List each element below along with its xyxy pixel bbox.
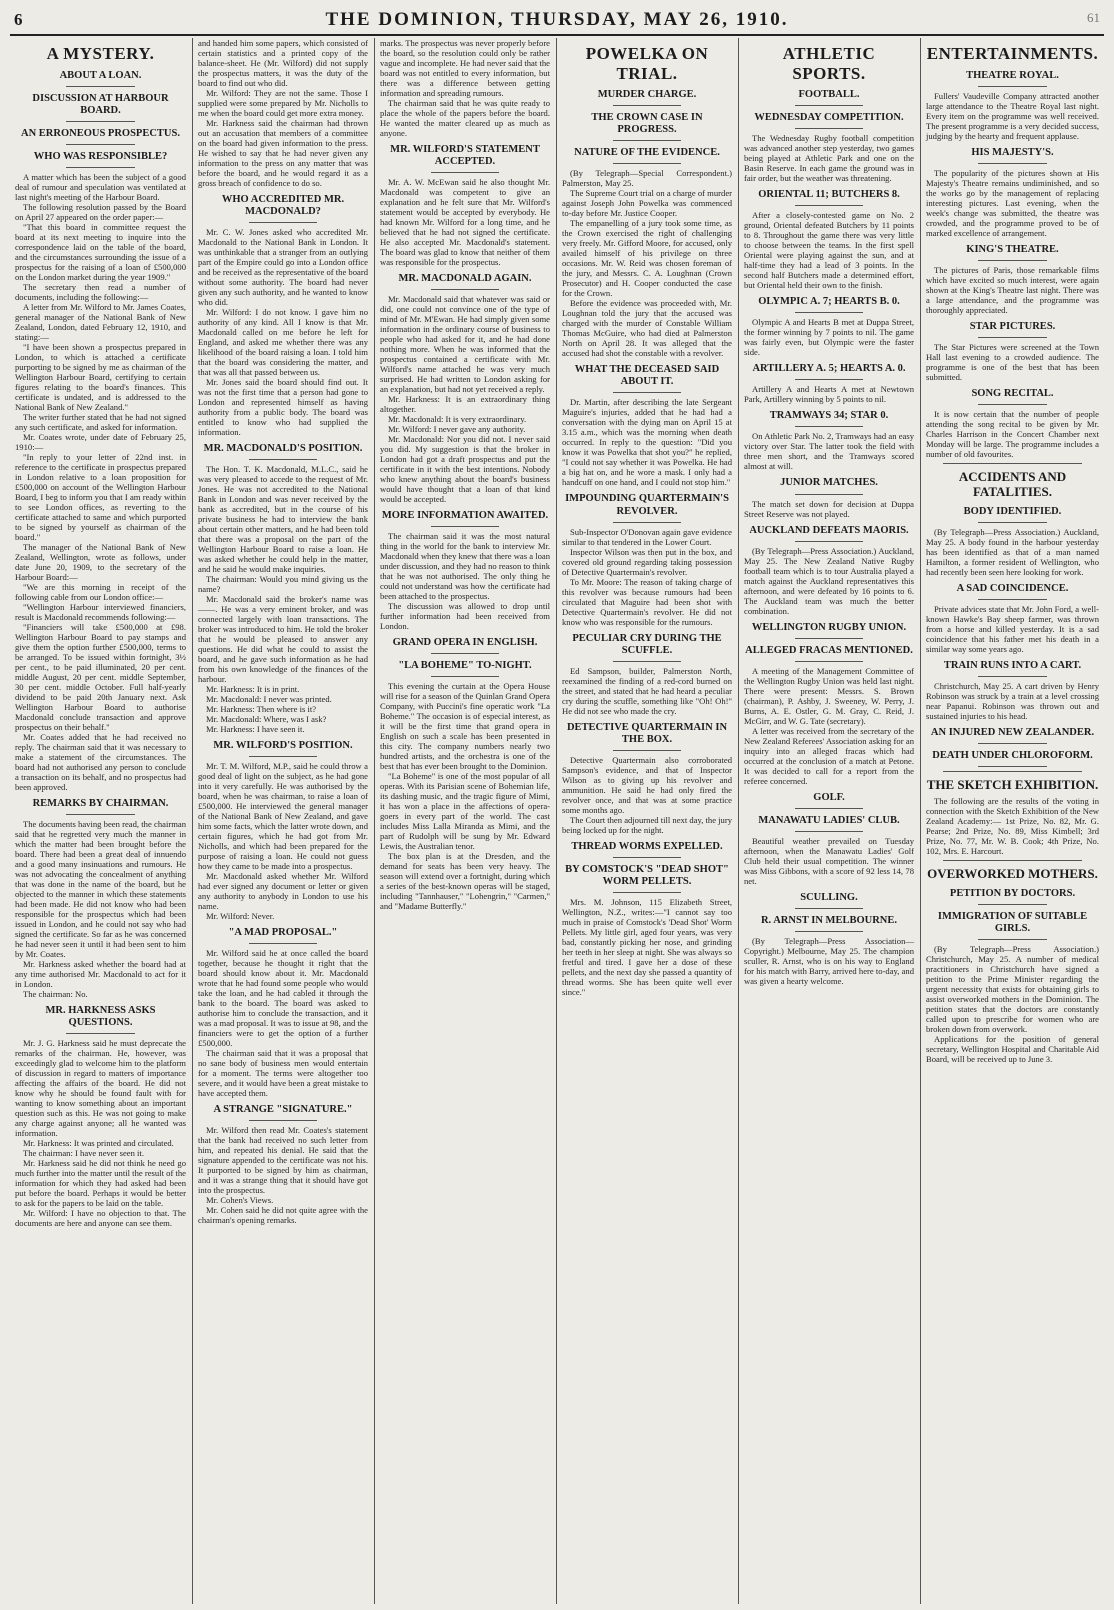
article-paragraph: Mr. Macdonald: It is very extraordinary. <box>388 414 527 425</box>
article-paragraph: Before the evidence was proceeded with, Mr. Loughnan told the jury that the accused was charged with the murder of Constable William Thomas McGuire, who had died at Palmerston North on April 28. It was alleged that the accused had shot the constable with a revolver. <box>562 298 732 359</box>
article-paragraph: The chairman: Would you mind giving us the name? <box>198 574 368 595</box>
subheading: A SAD COINCIDENCE. <box>956 582 1069 594</box>
article-paragraph: (By Telegraph—Press Association—Copyright.) Melbourne, May 25. The champion sculler, R. Arnst, who is on his way to England for his match with Barry, arrived here to-day, and was given a hearty welcome. <box>744 935 914 986</box>
article-paragraph: Mr. Macdonald said the broker's name was ——. He was a very eminent broker, and was connected largely with loan transactions. The broker was introduced to him. He told the broker that he would be pleased to answer any questions. He did what he could to assist the board, and he gave such information as he had from his own knowledge of the finances of the harbour. <box>198 594 368 685</box>
article-paragraph: (By Telegraph—Special Correspondent.) Palmerston, May 25. <box>562 168 732 189</box>
subheading: JUNIOR MATCHES. <box>780 477 878 489</box>
subheading: BY COMSTOCK'S "DEAD SHOT" WORM PELLETS. <box>565 863 729 887</box>
page-number-right: 61 <box>1087 10 1100 25</box>
subheading: DETECTIVE QUARTERMAIN IN THE BOX. <box>566 721 728 745</box>
article-paragraph: The empanelling of a jury took some time, as the Crown exercised the right of challenging very freely. Mr. Gifford Moore, for accused, only availed himself of his privilege on three occasions. Mr. W. Reid was chosen foreman of the jury, and Messrs. C. A. Loughnan (Crown Prosecutor) and H. Cooper conducted the case for the Crown. <box>562 218 732 299</box>
article-paragraph: This evening the curtain at the Opera House will rise for a season of the Quinlan Grand Opera Company, with Puccini's fine operatic work "La Boheme." The occasion is of especial interest, as it will be the first time that grand opera in English on such a scale has been presented in this city. The company numbers nearly two hundred artists, and the orchestra is one of the best that has ever been brought to the Dominion. <box>380 681 550 772</box>
subheading: HIS MAJESTY'S. <box>971 146 1054 158</box>
article-columns <box>10 38 1104 1604</box>
article-paragraph: "La Boheme" is one of the most popular of all operas. With its Parisian scene of Bohemian life, its dashing music, and the tragic figure of Mimi, it has won a place in the affections of opera-goers in every part of the world. The cast includes Miss Lalla Miranda as Mimi, and the part of Rudolph will be sung by Mr. Edward Lewis, the Australian tenor. <box>380 771 550 852</box>
subheading: ALLEGED FRACAS MENTIONED. <box>745 644 913 656</box>
article-paragraph: "We are this morning in receipt of the following cable from our London office:— <box>15 581 186 602</box>
subheading: WEDNESDAY COMPETITION. <box>754 112 904 124</box>
heading-rule <box>66 1033 134 1034</box>
subheading: WHO WAS RESPONSIBLE? <box>33 150 168 162</box>
heading-rule <box>795 541 863 542</box>
subheading: IMMIGRATION OF SUITABLE GIRLS. <box>937 910 1088 935</box>
article-paragraph: Mr. C. W. Jones asked who accredited Mr. Macdonald to the National Bank in London. It was unthinkable that a stranger from an outlying part of the Empire could go into a London office and be received as the representative of the board without some authority. The board had never given any such authority, and he wanted to know who did. <box>198 227 368 308</box>
section-divider <box>943 860 1081 861</box>
article-paragraph: "Financiers will take £500,000 at £98. Wellington Harbour Board to pay stamps and give them the option further £500,000, terms to be arranged. To be issued within fortnight, 3½ per cent., to be paid illuminated, 20 per cent. middle August, 20 per cent. middle September, 30 per cent. middle October. Full half-yearly dividend to be paid 20th January next. Ask Wellington Harbour Board to authorise Macdonald conclude transaction and approve prospectus on their behalf." <box>15 621 186 732</box>
subheading: DISCUSSION AT HARBOUR BOARD. <box>32 92 169 116</box>
heading-rule <box>795 128 863 129</box>
masthead <box>10 8 1104 36</box>
subheading: GOLF. <box>813 791 845 803</box>
heading-rule <box>978 522 1047 523</box>
subheading: THREAD WORMS EXPELLED. <box>571 840 723 852</box>
heading-rule <box>795 931 863 932</box>
article-paragraph: Mr. Macdonald said that whatever was said or did, one could not convince one of the type of mind of Mr. M'Ewan. He had simply given some information in the ordinary course of business to people who had asked for it, and he had done nothing more. When he was informed that the prospectus contained a certificate with Mr. Wilford's name attached he was very much surprised. He had written to London asking for an explanation, but had not yet received a reply. <box>380 294 550 395</box>
subheading: WELLINGTON RUGBY UNION. <box>751 621 907 633</box>
subheading: OLYMPIC A. 7; HEARTS B. 0. <box>758 296 900 308</box>
article-paragraph: The box plan is at the Dresden, and the demand for seats has been very heavy. The season will extend over a fortnight, during which a series of the best-known operas will be staged, including "Tannhauser," "Lohengrin," "Carmen," and "Madame Butterfly." <box>380 851 550 912</box>
article-paragraph: A letter was received from the secretary of the New Zealand Referees' Association asking for an inquiry into an alleged fracas which had occurred at the conclusion of a match at Petone. It was decided to call for a report from the referee concerned. <box>744 725 914 786</box>
article-paragraph: "In reply to your letter of 22nd inst. in reference to the certificate in prospectus prepared in London relative to a loan proposition for £500,000 on account of the Wellington Harbour Board, I beg to inform you that I am ready within to see London offices, as reverting to the certificate attached to same and which purported to be signed by yourself as chairman of the board." <box>15 451 186 542</box>
article-paragraph: Mr. Harkness: It is in print. <box>206 684 300 695</box>
article-paragraph: Mr. Wilford then read Mr. Coates's statement that the bank had received no such letter from him, and repeated his denial. He said that the signature appended to the certificate was not his. It purported to be signed by him as chairman, and it was a strange thing that it should have got into the prospectus. <box>198 1125 368 1196</box>
heading-rule <box>978 766 1047 767</box>
article-paragraph: To Mr. Moore: The reason of taking charge of this revolver was because rumours had been circulated that Maguire had been shot with Detective Quartermain's revolver. He did not know who was responsible for the rumours. <box>562 576 732 627</box>
article-paragraph: Detective Quartermain also corroborated Sampson's evidence, and that of Inspector Wilson as to giving up his revolver and ammunition. He said he had only fired the revolver once, and that was at some practice some months ago. <box>562 754 732 815</box>
article-paragraph: The writer further stated that he had not signed any such certificate, and asked for information. <box>15 411 186 432</box>
subheading: THE SKETCH EXHIBITION. <box>926 777 1099 793</box>
subheading: "A MAD PROPOSAL." <box>228 927 338 939</box>
subheading: SCULLING. <box>800 891 858 903</box>
article-paragraph: Mr. Cohen's Views. <box>206 1195 274 1206</box>
article-paragraph: Mr. Harkness said the chairman had thrown out an accusation that members of a committee on the board had given information to the press. He wished to say that he had never given any information to the press on any matter that was before the board, and he would regard it as a gross breach of confidence to do so. <box>198 118 368 188</box>
article-paragraph: The match set down for decision at Duppa Street Reserve was not played. <box>744 498 914 519</box>
article-paragraph: The chairman said that he was quite ready to place the whole of the papers before the board. He wanted the matter cleared up as much as anyone. <box>380 98 550 138</box>
article-paragraph: The chairman: No. <box>23 988 88 999</box>
subheading: MANAWATU LADIES' CLUB. <box>758 814 900 826</box>
column-1 <box>10 38 191 1604</box>
heading-rule <box>795 638 863 639</box>
heading-rule <box>613 392 681 393</box>
article-paragraph: Fullers' Vaudeville Company attracted another large attendance to the Theatre Royal last night. Every item on the programme was well received. The present programme is a very decided success, judging by the hearty and frequent applause. <box>926 90 1099 141</box>
heading-rule <box>66 121 134 122</box>
heading-rule <box>795 808 863 809</box>
section-headline: ENTERTAINMENTS. <box>926 44 1099 63</box>
article-paragraph: The secretary then read a number of documents, including the following:— <box>15 281 186 302</box>
heading-rule <box>978 676 1047 677</box>
article-paragraph: The Star Pictures were screened at the Town Hall last evening to a crowded audience. The programme is one of the best that has been submitted. <box>926 341 1099 382</box>
article-paragraph: A matter which has been the subject of a good deal of rumour and speculation was ventilated at last night's meeting of the Harbour Board. <box>15 171 186 202</box>
heading-rule <box>66 814 134 815</box>
heading-rule <box>613 105 681 106</box>
heading-rule <box>431 172 499 173</box>
subheading: A STRANGE "SIGNATURE." <box>213 1104 353 1116</box>
heading-rule <box>795 831 863 832</box>
subheading: MR. HARKNESS ASKS QUESTIONS. <box>45 1004 156 1028</box>
heading-rule <box>249 222 317 223</box>
article-paragraph: Beautiful weather prevailed on Tuesday afternoon, when the Manawatu Ladies' Golf Club held their usual competition. The winner was Miss Gibbons, with a score of 92 less 14, 78 net. <box>744 835 914 886</box>
subheading: GRAND OPERA IN ENGLISH. <box>392 637 538 649</box>
section-headline: A MYSTERY. <box>46 44 155 63</box>
subheading: MORE INFORMATION AWAITED. <box>381 510 549 522</box>
subheading: THE CROWN CASE IN PROGRESS. <box>591 112 703 136</box>
article-paragraph: The chairman said it was the most natural thing in the world for the bank to interview Mr. Macdonald when they knew that there was a loan under discussion, and they had no reason to think that he was not authorised. The only thing he could not understand was how the certificate had been attached to the prospectus. <box>380 531 550 602</box>
heading-rule <box>795 312 863 313</box>
article-paragraph: The Court then adjourned till next day, the jury being locked up for the night. <box>562 814 732 835</box>
subheading: PECULIAR CRY DURING THE SCUFFLE. <box>572 632 722 656</box>
heading-rule <box>249 943 317 944</box>
heading-rule <box>978 743 1047 744</box>
subheading: AUCKLAND DEFEATS MAORIS. <box>749 524 909 536</box>
heading-rule <box>249 1120 317 1121</box>
heading-rule <box>613 163 681 164</box>
article-paragraph: A meeting of the Management Committee of the Wellington Rugby Union was held last night. There were present: Messrs. S. Brown (chairman), P. Ashby, J. Sweeney, W. Perry, J. Burns, A. E. Ostler, G. M. Gray, C. Reid, J. McGirr, and W. G. Tate (secretary). <box>744 665 914 726</box>
article-paragraph: On Athletic Park No. 2, Tramways had an easy victory over Star. The latter took the field with three men short, and the Tramways scored almost at will. <box>744 431 914 472</box>
page-number: 6 <box>14 10 23 29</box>
article-paragraph: marks. The prospectus was never properly before the board, so the resolution could only be rather vague and incomplete. He had never said that the board was not entitled to every information, but there was a difference between getting information and spreading rumours. <box>380 38 550 98</box>
article-paragraph: Dr. Martin, after describing the late Sergeant Maguire's injuries, added that he had had a conversation with the dying man on April 15 at 3.15 a.m., which was the morning when death occurred. In reply to the question: "Did you know it was Powelka that shot you?" he replied, "I could not say whether it was Powelka. He had a big hat on, and he wore a mask. I only had a handcuff on one hand, and I could not stop him." <box>562 397 732 488</box>
article-paragraph: The discussion was allowed to drop until further information had been received from London. <box>380 601 550 632</box>
article-paragraph: The Supreme Court trial on a charge of murder against Joseph John Powelka was commenced to-day before Mr. Justice Cooper. <box>562 188 732 219</box>
section-divider <box>943 463 1081 464</box>
article-paragraph: Mr. Macdonald: Nor you did not. I never said you did. My suggestion is that the broker in London had got a draft prospectus and put the certificate in it with the best intentions. Nobody who knew anything about the board's business would have thought that a loan of that kind would be accepted. <box>380 434 550 505</box>
article-paragraph: Mr. Wilford: Never. <box>206 911 275 922</box>
heading-rule <box>795 661 863 662</box>
article-paragraph: Mr. Macdonald: Where, was I ask? <box>206 714 327 725</box>
subheading: BODY IDENTIFIED. <box>963 505 1062 517</box>
article-paragraph: Private advices state that Mr. John Ford, a well-known Hawke's Bay sheep farmer, was thrown from a horse and killed yesterday. It is a sad coincidence that his father met his death in a similar way some years ago. <box>926 603 1099 654</box>
column-4 <box>556 38 737 1604</box>
subheading: ORIENTAL 11; BUTCHERS 8. <box>758 189 900 201</box>
subheading: KING'S THEATRE. <box>966 243 1059 255</box>
heading-rule <box>613 857 681 858</box>
article-paragraph: Mr. Harkness asked whether the board had at any time authorised Mr. Macdonald to act for it in London. <box>15 958 186 989</box>
heading-rule <box>978 337 1047 338</box>
newspaper-title: THE DOMINION, THURSDAY, MAY 26, 1910. <box>325 9 789 30</box>
heading-rule <box>613 892 681 893</box>
article-paragraph: Mr. Coates added that he had received no reply. The chairman said that it was necessary to make a statement of the circumstances. The board had not authorised any person to conclude a transaction on its behalf, and no prospectus had been approved. <box>15 731 186 792</box>
subheading: PETITION BY DOCTORS. <box>949 887 1076 899</box>
heading-rule <box>66 86 134 87</box>
subheading: STAR PICTURES. <box>969 320 1056 332</box>
subheading: ABOUT A LOAN. <box>59 69 142 81</box>
article-paragraph: Mr. Cohen said he did not quite agree with the chairman's opening remarks. <box>198 1205 368 1226</box>
subheading: ACCIDENTS AND FATALITIES. <box>958 468 1067 499</box>
article-paragraph: Mr. A. W. McEwan said he also thought Mr. Macdonald was competent to give an explanation and he felt sure that Mr. Wilford's statement would be accepted by everybody. He had known Mr. Wilford for a long time, and he believed that he had not signed the certificate. He also accepted Mr. Macdonald's statement. The board was glad to know that neither of them was responsible for the prospectus. <box>380 177 550 268</box>
subheading: THEATRE ROYAL. <box>966 69 1059 81</box>
subheading: TRAIN RUNS INTO A CART. <box>943 659 1082 671</box>
article-paragraph: Olympic A and Hearts B met at Duppa Street, the former winning by 7 points to nil. The game was fairly even, but Olympic were the faster side. <box>744 317 914 358</box>
subheading: AN INJURED NEW ZEALANDER. <box>930 726 1095 738</box>
article-paragraph: The Hon. T. K. Macdonald, M.L.C., said he was very pleased to accede to the request of Mr. Jones. He was not accredited to the National Bank in London and was never received by the bank as accredited, but in the course of his private business he had to interview the bank about certain other matters, and he had been told that there was a proposal on the part of the Wellington Harbour Board to raise a loan. He was asked whether he could help in the matter, and he said he would make inquiries. <box>198 464 368 575</box>
column-6 <box>920 38 1104 1604</box>
heading-rule <box>431 676 499 677</box>
heading-rule <box>431 289 499 290</box>
section-divider <box>943 771 1081 772</box>
article-paragraph: "That this board in committee request the board at its next meeting to inquire into the correspondence laid on the table of the board, and the circumstances surrounding the issue of a prospectus for the raising of a loan of £500,000 on the London market during the year 1909." <box>15 221 186 282</box>
heading-rule <box>431 653 499 654</box>
article-paragraph: Mr. Wilford: I do not know. I gave him no authority of any kind. All I know is that Mr. Macdonald called on me before he left for England, and asked me whether there was any likelihood of the board raising a loan. I told him that the board was considering the matter, and that was all that passed between us. <box>198 307 368 378</box>
article-paragraph: Mr. Harkness said he did not think he need go much further into the matter until the result of the information for which they had asked had been put before the board. Perhaps it would be better to ask for the papers to be laid on the table. <box>15 1158 186 1209</box>
article-paragraph: Mr. Harkness: Then where is it? <box>206 704 317 715</box>
heading-rule <box>613 140 681 141</box>
article-paragraph: Artillery A and Hearts A met at Newtown Park, Artillery winning by 5 points to nil. <box>744 384 914 405</box>
article-paragraph: After a closely-contested game on No. 2 ground, Oriental defeated Butchers by 11 points to 8. Throughout the game there was very little to choose between the teams. In the first spell Oriental were playing against the sun, and at half-time they had a lead of 3 points. In the second half Butchers made a determined effort, but Oriental held their own to the finish. <box>744 210 914 291</box>
subheading: TRAMWAYS 34; STAR 0. <box>769 410 889 422</box>
column-3 <box>374 38 555 1604</box>
heading-rule <box>795 205 863 206</box>
heading-rule <box>613 750 681 751</box>
article-paragraph: The documents having been read, the chairman said that he regretted very much the manner in which the matter had been brought before the board. There had been a great deal of innuendo and a good many insinuations and rumours. He was not advocating the concealment of anything that was done in the name of the board, but he objected to the manner in which these statements had been made. He did not know who had been responsible for the prospectus which had been issued in London, and he could not say who had signed the certificate. So far as he was concerned he had never seen it until it had been sent to him by Mr. Coates. <box>15 818 186 959</box>
article-paragraph: Mrs. M. Johnson, 115 Elizabeth Street, Wellington, N.Z., writes:—"I cannot say too much in praise of Comstock's 'Dead Shot' Worm Pellets. My little girl, aged four years, was very bad, constantly picking her nose, and grinding her teeth in her sleep at night. She was always so fretful and tired. I gave her a dose of these pellets, and the next day she passed a quantity of thread worms. She has been quite well ever since." <box>562 897 732 998</box>
article-paragraph: Mr. Harkness: It is an extraordinary thing altogether. <box>380 394 550 415</box>
heading-rule <box>249 756 317 757</box>
subheading: WHAT THE DECEASED SAID ABOUT IT. <box>574 364 720 388</box>
subheading: AN ERRONEOUS PROSPECTUS. <box>21 127 180 139</box>
heading-rule <box>431 526 499 527</box>
article-paragraph: Mr. Wilford: They are not the same. Those I supplied were some prepared by Mr. Nicholls to me when the board could get more extra money. <box>198 88 368 118</box>
article-paragraph: Applications for the position of general secretary, Wellington Hospital and Charitable Aid Board, will be received up to June 3. <box>926 1034 1099 1065</box>
article-paragraph: Mr. Wilford: I never gave any authority. <box>388 424 526 435</box>
column-2 <box>192 38 373 1604</box>
subheading: MR. MACDONALD'S POSITION. <box>203 443 363 455</box>
article-paragraph: Mr. Harkness: I have seen it. <box>206 724 305 735</box>
subheading: ARTILLERY A. 5; HEARTS A. 0. <box>752 363 906 375</box>
article-paragraph: Inspector Wilson was then put in the box, and covered old ground regarding taking possession of Detective Quartermain's revolver. <box>562 546 732 577</box>
subheading: FOOTBALL. <box>798 89 860 101</box>
article-paragraph: The pictures of Paris, those remarkable films which have excited so much interest, were again shown at the King's Theatre last night. There was a large attendance, and the programme was thoroughly appreciated. <box>926 264 1099 315</box>
article-paragraph: The following resolution passed by the Board on April 27 appeared on the order paper:— <box>15 201 186 222</box>
article-paragraph: Mr. Macdonald: I never was printed. <box>206 694 332 705</box>
article-paragraph: It is now certain that the number of people attending the song recital to be given by Mr. Charles Harrison in the Concert Chamber next Monday will be large. The programme includes a number of old favourites. <box>926 408 1099 459</box>
column-5 <box>738 38 919 1604</box>
subheading: R. ARNST IN MELBOURNE. <box>760 914 898 926</box>
heading-rule <box>613 661 681 662</box>
subheading: WHO ACCREDITED MR. MACDONALD? <box>221 194 345 218</box>
article-paragraph: Mr. Wilford: I have no objection to that. The documents are here and anyone can see them. <box>15 1208 186 1229</box>
heading-rule <box>613 522 681 523</box>
article-paragraph: Mr. Jones said the board should find out. It was not the first time that a person had gone to London and represented himself as having authority from a public body. The board was entitled to know who had supplied the information. <box>198 377 368 438</box>
article-paragraph: Sub-Inspector O'Donovan again gave evidence similar to that tendered in the Lower Court. <box>562 526 732 547</box>
heading-rule <box>795 908 863 909</box>
heading-rule <box>978 904 1047 905</box>
section-headline: ATHLETIC SPORTS. <box>782 44 876 83</box>
heading-rule <box>795 379 863 380</box>
article-paragraph: "I have been shown a prospectus prepared in London, to which is attached a certificate purporting to be signed by me as chairman of the Wellington Harbour Board, certifying to certain figures relating to the board's finances. This certificate is undated, and is addressed to the National Bank of New Zealand." <box>15 341 186 412</box>
heading-rule <box>978 260 1047 261</box>
heading-rule <box>978 163 1047 164</box>
subheading: SONG RECITAL. <box>971 387 1054 399</box>
heading-rule <box>66 144 134 145</box>
article-paragraph: (By Telegraph—Press Association.) Christchurch, May 25. A number of medical practitioners in Christchurch have signed a petition to the Prime Minister regarding the urgent necessity that exists for obtaining girls to assist overworked mothers in the Dominion. The petition states that the doctors are constantly called upon to prescribe for women who are broken down from overwork. <box>926 944 1099 1035</box>
heading-rule <box>66 167 134 168</box>
article-paragraph: Ed Sampson, builder, Palmerston North, reexamined the finding of a red-cord burned on the street, and stated that he had heard a peculiar cry during the scuffle, something like "Oh! Oh!" He did not see who made the cry. <box>562 665 732 716</box>
heading-rule <box>795 494 863 495</box>
heading-rule <box>978 939 1047 940</box>
article-paragraph: Mr. T. M. Wilford, M.P., said he could throw a good deal of light on the subject, as he had gone into it very carefully. He was authorised by the board, when he was chairman, to raise a loan of £500,000. He interviewed the general manager of the National Bank of New Zealand, and gave him some facts, which the latter wrote down, and certain figures, which he had got from Mr. Nicholls, and which had been prepared for the purpose of raising a loan. He could not guess how they came to be made into a prospectus. <box>198 761 368 872</box>
article-paragraph: The following are the results of the voting in connection with the Sketch Exhibition of the New Zealand Academy:— 1st Prize, No. 82, Mr. G. Pearse; 2nd Prize, No. 89, Miss Kimbell; 3rd Prize, No. 77, Mr. W. B. Cook; 4th Prize, No. 102, Mrs. E. Harcourt. <box>926 795 1099 856</box>
subheading: MR. MACDONALD AGAIN. <box>398 273 532 285</box>
heading-rule <box>978 404 1047 405</box>
article-paragraph: (By Telegraph—Press Association.) Auckland, May 25. The New Zealand Native Rugby football team which is to tour Australia played a match against the Auckland representatives this afternoon, and were defeated by 16 points to 6. The Auckland team was much the better combination. <box>744 545 914 616</box>
article-paragraph: Mr. Macdonald asked whether Mr. Wilford had ever signed any document or letter or given any authority to anybody in London to use his name. <box>198 871 368 912</box>
article-paragraph: The popularity of the pictures shown at His Majesty's Theatre remains undiminished, and so the works go by the management of replacing interesting pictures. Last evening, when the week's change was submitted, the theatre was crowded, and the programme proved to be of marked excellence of arrangement. <box>926 167 1099 238</box>
subheading: IMPOUNDING QUARTERMAIN'S REVOLVER. <box>565 493 729 517</box>
article-paragraph: The chairman: I have never seen it. <box>23 1148 144 1159</box>
article-paragraph: A letter from Mr. Wilford to Mr. James Coates, general manager of the National Bank of New Zealand, London, dated February 12, 1910, and stating:— <box>15 301 186 342</box>
article-paragraph: The chairman said that it was a proposal that no sane body of business men would entertain for a moment. The terms were altogether too severe, and it would have been a great mistake to have accepted them. <box>198 1048 368 1099</box>
subheading: OVERWORKED MOTHERS. <box>927 865 1098 881</box>
heading-rule <box>795 426 863 427</box>
article-paragraph: Mr. Harkness: It was printed and circulated. <box>23 1138 174 1149</box>
article-paragraph: The manager of the National Bank of New Zealand, Wellington, wrote as follows, under date June 20, 1909, to the secretary of the Harbour Board:— <box>15 541 186 582</box>
heading-rule <box>249 459 317 460</box>
subheading: "LA BOHEME" TO-NIGHT. <box>398 660 532 672</box>
subheading: MURDER CHARGE. <box>597 89 697 101</box>
heading-rule <box>978 599 1047 600</box>
article-paragraph: Christchurch, May 25. A cart driven by Henry Robinson was struck by a train at a level crossing near Papanui. Robinson was thrown out and sustained injuries to his head. <box>926 680 1099 721</box>
subheading: DEATH UNDER CHLOROFORM. <box>932 749 1093 761</box>
heading-rule <box>795 105 863 106</box>
article-paragraph: "Wellington Harbour interviewed financiers, result is Macdonald recommends following:— <box>15 601 186 622</box>
subheading: MR. WILFORD'S STATEMENT ACCEPTED. <box>390 144 540 168</box>
article-paragraph: Mr. J. G. Harkness said he must deprecate the remarks of the chairman. He, however, was exceedingly glad to welcome him to the platform of discussion in regard to matters of importance affecting the affairs of the board. He did not know why he should be found fault with for wanting to know something about an important question such as this. He was not going to make any charge against anyone; all he wanted was information. <box>15 1038 186 1139</box>
article-paragraph: Mr. Coates wrote, under date of February 25, 1910:— <box>15 431 186 452</box>
article-paragraph: Mr. Wilford said he at once called the board together, because he thought it right that the board should know about it. Mr. Macdonald wrote that he had found some people who would take the loan, and he had cabled it through the bank to the board. The board was asked to authorise him to conclude the transaction, and it was a mad proposal. It was to issue at 98, and the financiers were to get the option of a further £500,000. <box>198 948 368 1049</box>
section-headline: POWELKA ON TRIAL. <box>585 44 709 83</box>
subheading: NATURE OF THE EVIDENCE. <box>574 147 720 159</box>
article-paragraph: The Wednesday Rugby football competition was advanced another step yesterday, two games being played at Athletic Park and one on the Basin Reserve. In each game the ground was in fair order, but the weather was threatening. <box>744 133 914 184</box>
article-paragraph: (By Telegraph—Press Association.) Auckland, May 25. A body found in the harbour yesterday has been identified as that of a man named Hamilton, a former resident of Wellington, who had recently been seen here looking for work. <box>926 526 1099 577</box>
subheading: MR. WILFORD'S POSITION. <box>213 740 353 752</box>
subheading: REMARKS BY CHAIRMAN. <box>32 797 169 809</box>
article-paragraph: and handed him some papers, which consisted of certain statistics and a printed copy of the balance-sheet. He (Mr. Wilford) did not supply the prospectus matters, it was the duty of the board to find out who did. <box>198 38 368 88</box>
heading-rule <box>978 86 1047 87</box>
